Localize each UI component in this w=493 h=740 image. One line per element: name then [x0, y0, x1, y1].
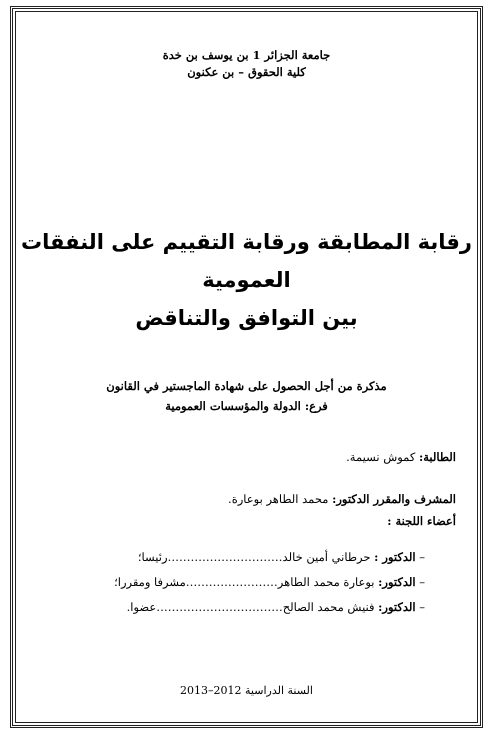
university-name: جامعة الجزائر 1 بن يوسف بن خدة — [162, 48, 331, 62]
title-line-2: العمومية — [202, 268, 291, 292]
member-title: الدكتور: — [378, 575, 416, 589]
supervisor-row — [33, 492, 456, 506]
member-dots: …………………… — [185, 575, 278, 589]
member-role: مشرفا ومقررا؛ — [114, 575, 186, 589]
thesis-cover-page — [10, 6, 483, 728]
member-role: عضوا. — [126, 600, 157, 614]
academic-year: السنة الدراسية 2012–2013 — [180, 684, 313, 697]
thesis-title — [13, 223, 480, 337]
supervisor-name: محمد الطاهر بوعارة. — [228, 492, 329, 506]
member-dash: – — [419, 550, 425, 564]
student-label: الطالبة: — [418, 450, 456, 464]
title-line-3: بين التوافق والتناقض — [135, 306, 358, 330]
degree-statement — [13, 376, 480, 416]
title-line-1: رقابة المطابقة ورقابة التقييم على النفقات — [21, 230, 472, 254]
committee-member — [33, 550, 425, 575]
student-name: كموش نسيمة. — [346, 450, 416, 464]
member-dots: …………………………… — [156, 600, 283, 614]
committee-member — [33, 575, 425, 600]
faculty-name: كلية الحقوق – بن عكنون — [187, 65, 306, 79]
member-dash: – — [419, 600, 425, 614]
member-name: حرطاني أمين خالد — [282, 550, 371, 564]
member-dash: – — [419, 575, 425, 589]
member-title: الدكتور : — [374, 550, 416, 564]
member-name: فنيش محمد الصالح — [282, 600, 375, 614]
committee-list — [33, 550, 425, 625]
committee-label: أعضاء اللجنة : — [387, 514, 456, 528]
member-role: رئيسا؛ — [137, 550, 168, 564]
member-dots: ………………………… — [167, 550, 283, 564]
specialty-line: فرع: الدولة والمؤسسات العمومية — [165, 399, 328, 413]
student-row — [33, 450, 456, 464]
committee-heading — [33, 514, 456, 528]
degree-line: مذكرة من أجل الحصول على شهادة الماجستير في القانون — [106, 379, 387, 393]
member-title: الدكتور: — [378, 600, 416, 614]
member-name: بوعارة محمد الطاهر — [277, 575, 375, 589]
supervisor-label: المشرف والمقرر الدكتور: — [332, 492, 456, 506]
institution-header — [13, 47, 480, 81]
committee-member — [33, 600, 425, 625]
